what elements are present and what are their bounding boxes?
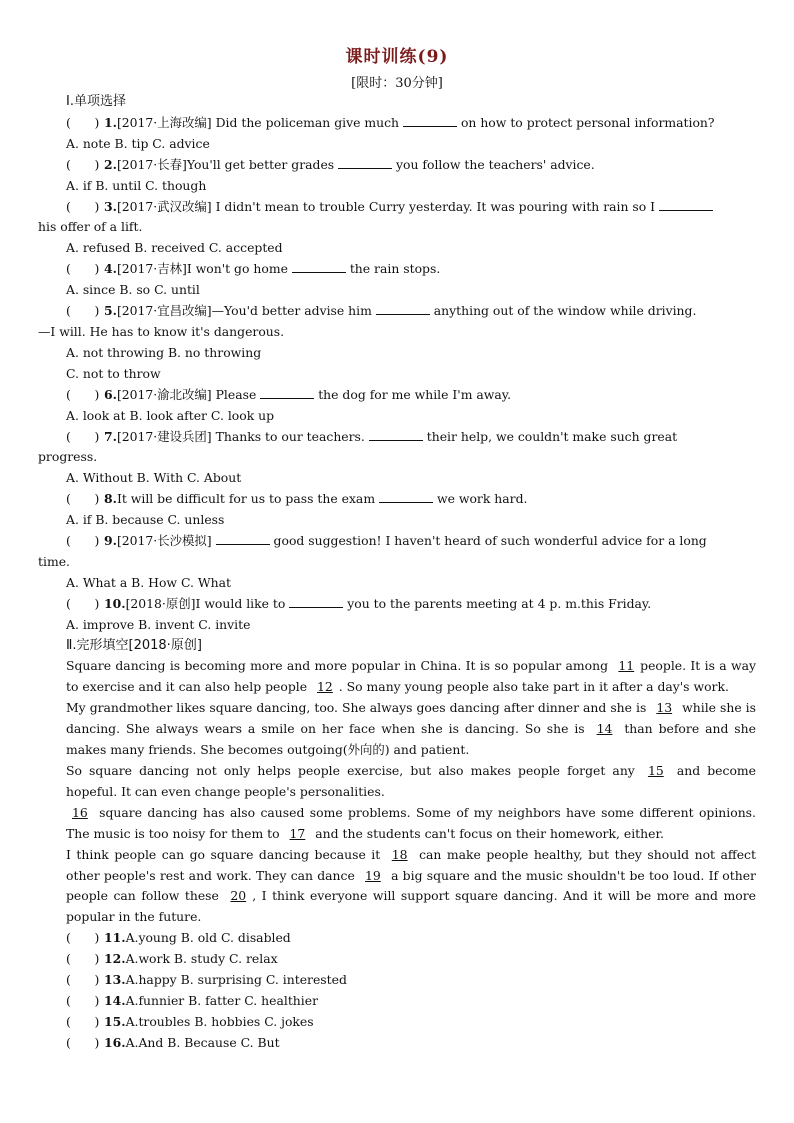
cloze-blank-12[interactable]: 12 bbox=[317, 679, 333, 695]
cloze-options-16: ( ) 16.A.And B. Because C. But bbox=[38, 1033, 756, 1054]
worksheet-content bbox=[38, 92, 756, 1054]
cloze-blank-15[interactable]: 15 bbox=[647, 763, 664, 778]
answer-paren[interactable]: ( ) bbox=[66, 1013, 100, 1029]
question-6: ( ) 6.[2017·渝北改编] Please the dog for me while I'm away. bbox=[38, 385, 756, 406]
answer-blank[interactable] bbox=[260, 388, 314, 399]
answer-paren[interactable]: ( ) bbox=[66, 1034, 100, 1050]
answer-blank[interactable] bbox=[659, 200, 713, 211]
cloze-blank-11[interactable]: 11 bbox=[618, 658, 635, 674]
cloze-blank-16[interactable]: 16 bbox=[72, 804, 88, 820]
question-4-options: A. since B. so C. until bbox=[66, 282, 200, 298]
answer-paren[interactable]: ( ) bbox=[66, 303, 100, 319]
question-8: ( ) 8.It will be difficult for us to pass the exam we work hard. bbox=[38, 489, 756, 510]
cloze-options-14: ( ) 14.A.funnier B. fatter C. healthier bbox=[38, 991, 756, 1012]
question-6-options: A. look at B. look after C. look up bbox=[66, 407, 275, 423]
question-7-options: A. Without B. With C. About bbox=[66, 470, 242, 486]
cloze-options-12: ( ) 12.A.work B. study C. relax bbox=[38, 949, 756, 970]
question-3-continuation: his offer of a lift. bbox=[38, 219, 143, 235]
cloze-options-13: ( ) 13.A.happy B. surprising C. interested bbox=[38, 970, 756, 991]
cloze-paragraph-3: So square dancing not only helps people exercise, but also makes people forget any 15 and become hopeful. It can even change people's personalities. bbox=[66, 763, 756, 799]
question-1-options: A. note B. tip C. advice bbox=[66, 135, 210, 151]
question-7-continuation: progress. bbox=[38, 449, 98, 465]
cloze-paragraph-1: Square dancing is becoming more and more popular in China. It is so popular among 11 people. It is a way to exercise and it can also help people 12 . So many young people also take part in it after a day's work. bbox=[38, 656, 756, 698]
answer-blank[interactable] bbox=[338, 158, 392, 169]
answer-blank[interactable] bbox=[216, 534, 270, 545]
question-3-options: A. refused B. received C. accepted bbox=[66, 240, 283, 256]
section-heading-cloze: Ⅱ.完形填空[2018·原创] bbox=[66, 637, 202, 653]
answer-paren[interactable]: ( ) bbox=[66, 428, 100, 444]
question-3: ( ) 3.[2017·武汉改编] I didn't mean to trouble Curry yesterday. It was pouring with rain so I bbox=[38, 197, 756, 218]
answer-blank[interactable] bbox=[292, 262, 346, 273]
answer-blank[interactable] bbox=[403, 116, 457, 127]
time-limit: [限时：30分钟] bbox=[351, 76, 443, 91]
cloze-blank-20[interactable]: 20 bbox=[230, 888, 247, 904]
question-10: ( ) 10.[2018·原创]I would like to you to the parents meeting at 4 p. m.this Friday. bbox=[38, 594, 756, 615]
question-5-option-c: C. not to throw bbox=[66, 365, 161, 381]
answer-paren[interactable]: ( ) bbox=[66, 533, 100, 549]
question-1: ( ) 1.[2017·上海改编] Did the policeman give much on how to protect personal information? bbox=[38, 113, 756, 134]
question-5-continuation: —I will. He has to know it's dangerous. bbox=[38, 323, 285, 339]
cloze-blank-19[interactable]: 19 bbox=[365, 867, 381, 883]
question-10-options: A. improve B. invent C. invite bbox=[66, 616, 251, 632]
cloze-paragraph-4: 16 square dancing has also caused some problems. Some of my neighbors have some different opinions. The music is too noisy for them to 17 and the students can't focus on their homework, either. bbox=[38, 803, 756, 845]
answer-paren[interactable]: ( ) bbox=[66, 156, 100, 172]
answer-blank[interactable] bbox=[376, 304, 430, 315]
answer-paren[interactable]: ( ) bbox=[66, 595, 100, 611]
answer-blank[interactable] bbox=[379, 492, 433, 503]
question-7: ( ) 7.[2017·建设兵团] Thanks to our teachers. their help, we couldn't make such great bbox=[38, 427, 756, 448]
answer-paren[interactable]: ( ) bbox=[66, 951, 100, 967]
answer-paren[interactable]: ( ) bbox=[66, 491, 100, 507]
question-8-options: A. if B. because C. unless bbox=[66, 512, 225, 528]
section-heading-single-choice: Ⅰ.单项选择 bbox=[66, 94, 126, 109]
question-9-continuation: time. bbox=[38, 553, 70, 569]
question-9-options: A. What a B. How C. What bbox=[66, 574, 231, 590]
question-2: ( ) 2.[2017·长春]You'll get better grades you follow the teachers' advice. bbox=[38, 155, 756, 176]
answer-blank[interactable] bbox=[369, 430, 423, 441]
question-9: ( ) 9.[2017·长沙模拟] good suggestion! I haven't heard of such wonderful advice for a long bbox=[38, 531, 756, 552]
cloze-blank-14[interactable]: 14 bbox=[596, 721, 613, 737]
answer-blank[interactable] bbox=[289, 597, 343, 608]
answer-paren[interactable]: ( ) bbox=[66, 114, 100, 130]
answer-paren[interactable]: ( ) bbox=[66, 198, 100, 214]
question-2-options: A. if B. until C. though bbox=[66, 177, 207, 193]
answer-paren[interactable]: ( ) bbox=[66, 261, 100, 277]
answer-paren[interactable]: ( ) bbox=[66, 972, 100, 988]
cloze-paragraph-5: I think people can go square dancing because it 18 can make people healthy, but they should not affect other people's rest and work. They can dance 19 a big square and the music shouldn't be too loud. If other people can follow these 20 , I think everyone will support square dancing. And it will be more and more popular in the future. bbox=[66, 846, 756, 925]
question-5-options-ab: A. not throwing B. no throwing bbox=[66, 344, 262, 360]
cloze-options-15: ( ) 15.A.troubles B. hobbies C. jokes bbox=[38, 1012, 756, 1033]
cloze-options-11: ( ) 11.A.young B. old C. disabled bbox=[38, 928, 756, 949]
page-title: 课时训练(9) bbox=[345, 47, 449, 67]
question-4: ( ) 4.[2017·吉林]I won't go home the rain stops. bbox=[38, 259, 756, 280]
cloze-blank-13[interactable]: 13 bbox=[656, 700, 673, 716]
answer-paren[interactable]: ( ) bbox=[66, 992, 100, 1008]
cloze-blank-18[interactable]: 18 bbox=[391, 846, 408, 862]
question-5: ( ) 5.[2017·宜昌改编]—You'd better advise him anything out of the window while driving. bbox=[38, 301, 756, 322]
cloze-paragraph-2: My grandmother likes square dancing, too. She always goes dancing after dinner and she is 13 while she is dancing. She always wears a smile on her face when she is dancing. So she is 14 than before and she makes many friends. She becomes outgoing(外向的) and patient. bbox=[66, 700, 756, 758]
answer-paren[interactable]: ( ) bbox=[66, 930, 100, 946]
cloze-blank-17[interactable]: 17 bbox=[289, 825, 306, 841]
answer-paren[interactable]: ( ) bbox=[66, 386, 100, 402]
